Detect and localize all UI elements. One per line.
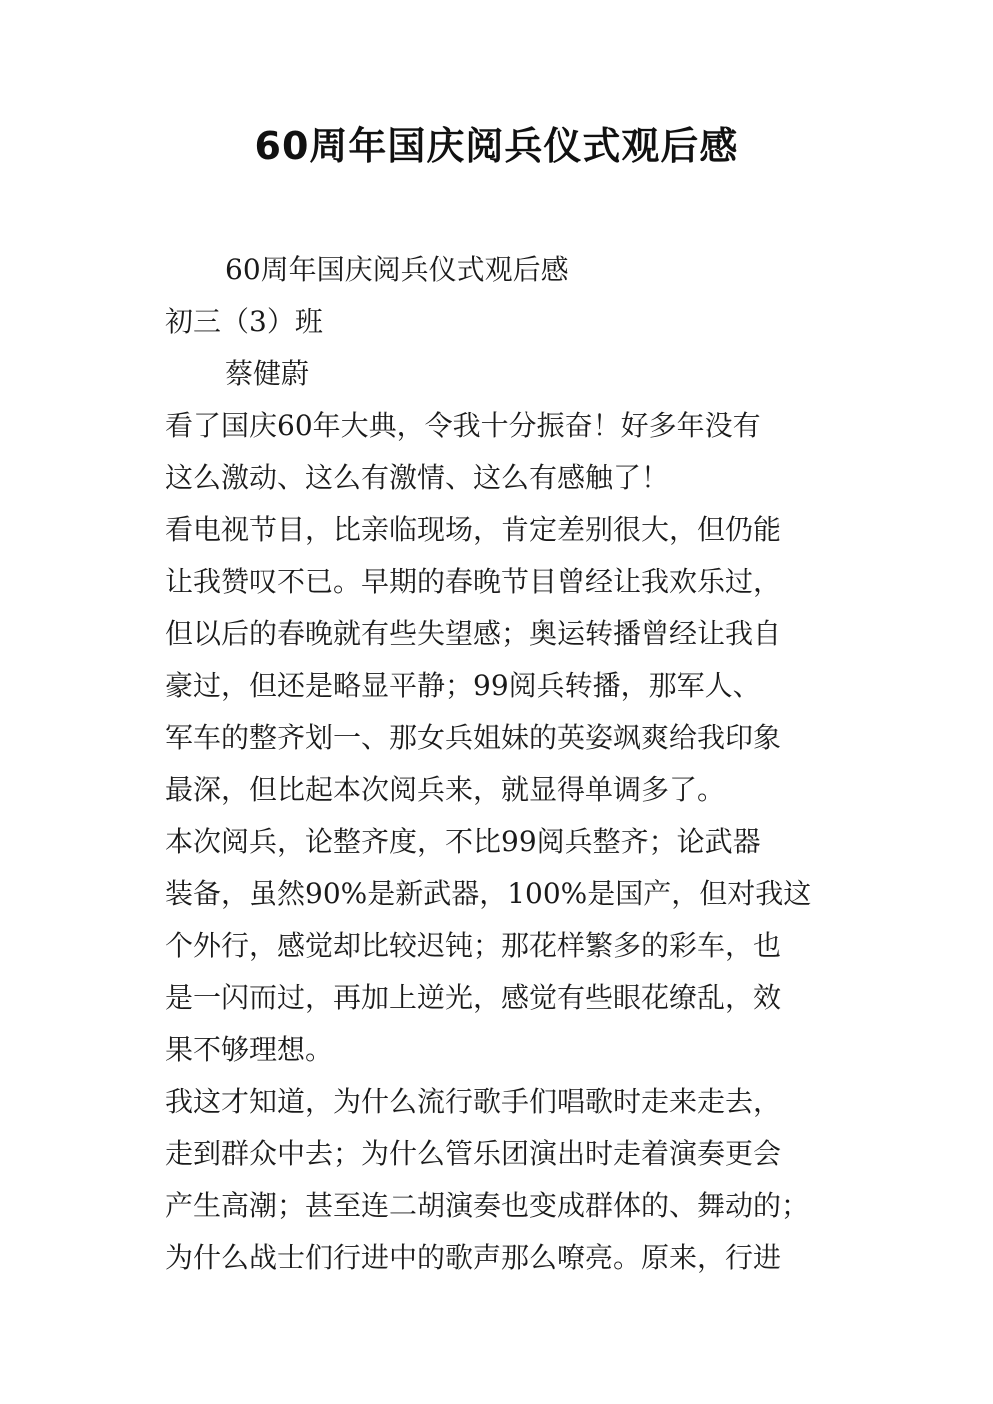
article-subtitle: 60周年国庆阅兵仪式观后感 <box>225 253 569 286</box>
text-line: 果不够理想。 <box>165 1033 334 1066</box>
document-body <box>165 244 845 1284</box>
text-line: 但以后的春晚就有些失望感；奥运转播曾经让我自 <box>165 617 782 650</box>
text-line: 走到群众中去；为什么管乐团演出时走着演奏更会 <box>165 1137 782 1170</box>
text-line: 为什么战士们行进中的歌声那么嘹亮。原来，行进 <box>165 1241 782 1274</box>
text-line: 本次阅兵，论整齐度，不比99阅兵整齐；论武器 <box>165 825 761 858</box>
class-name: 初三（3）班 <box>165 305 323 338</box>
document-title: 60周年国庆阅兵仪式观后感 <box>254 124 739 168</box>
text-line: 看电视节目，比亲临现场，肯定差别很大，但仍能 <box>165 513 782 546</box>
text-line: 我这才知道，为什么流行歌手们唱歌时走来走去， <box>165 1085 782 1118</box>
text-line: 看了国庆60年大典，令我十分振奋！好多年没有 <box>165 409 761 442</box>
text-line: 军车的整齐划一、那女兵姐妹的英姿飒爽给我印象 <box>165 721 782 754</box>
text-line: 个外行，感觉却比较迟钝；那花样繁多的彩车，也 <box>165 929 782 962</box>
text-line: 这么激动、这么有激情、这么有感触了！ <box>165 461 670 494</box>
text-line: 装备，虽然90%是新武器，100%是国产，但对我这 <box>165 877 812 910</box>
text-line: 产生高潮；甚至连二胡演奏也变成群体的、舞动的； <box>165 1189 810 1222</box>
author-name: 蔡健蔚 <box>225 357 310 390</box>
text-line: 豪过，但还是略显平静；99阅兵转播，那军人、 <box>165 669 761 702</box>
text-line: 让我赞叹不已。早期的春晚节目曾经让我欢乐过， <box>165 565 782 598</box>
text-line: 最深，但比起本次阅兵来，就显得单调多了。 <box>165 773 726 806</box>
text-line: 是一闪而过，再加上逆光，感觉有些眼花缭乱，效 <box>165 981 782 1014</box>
